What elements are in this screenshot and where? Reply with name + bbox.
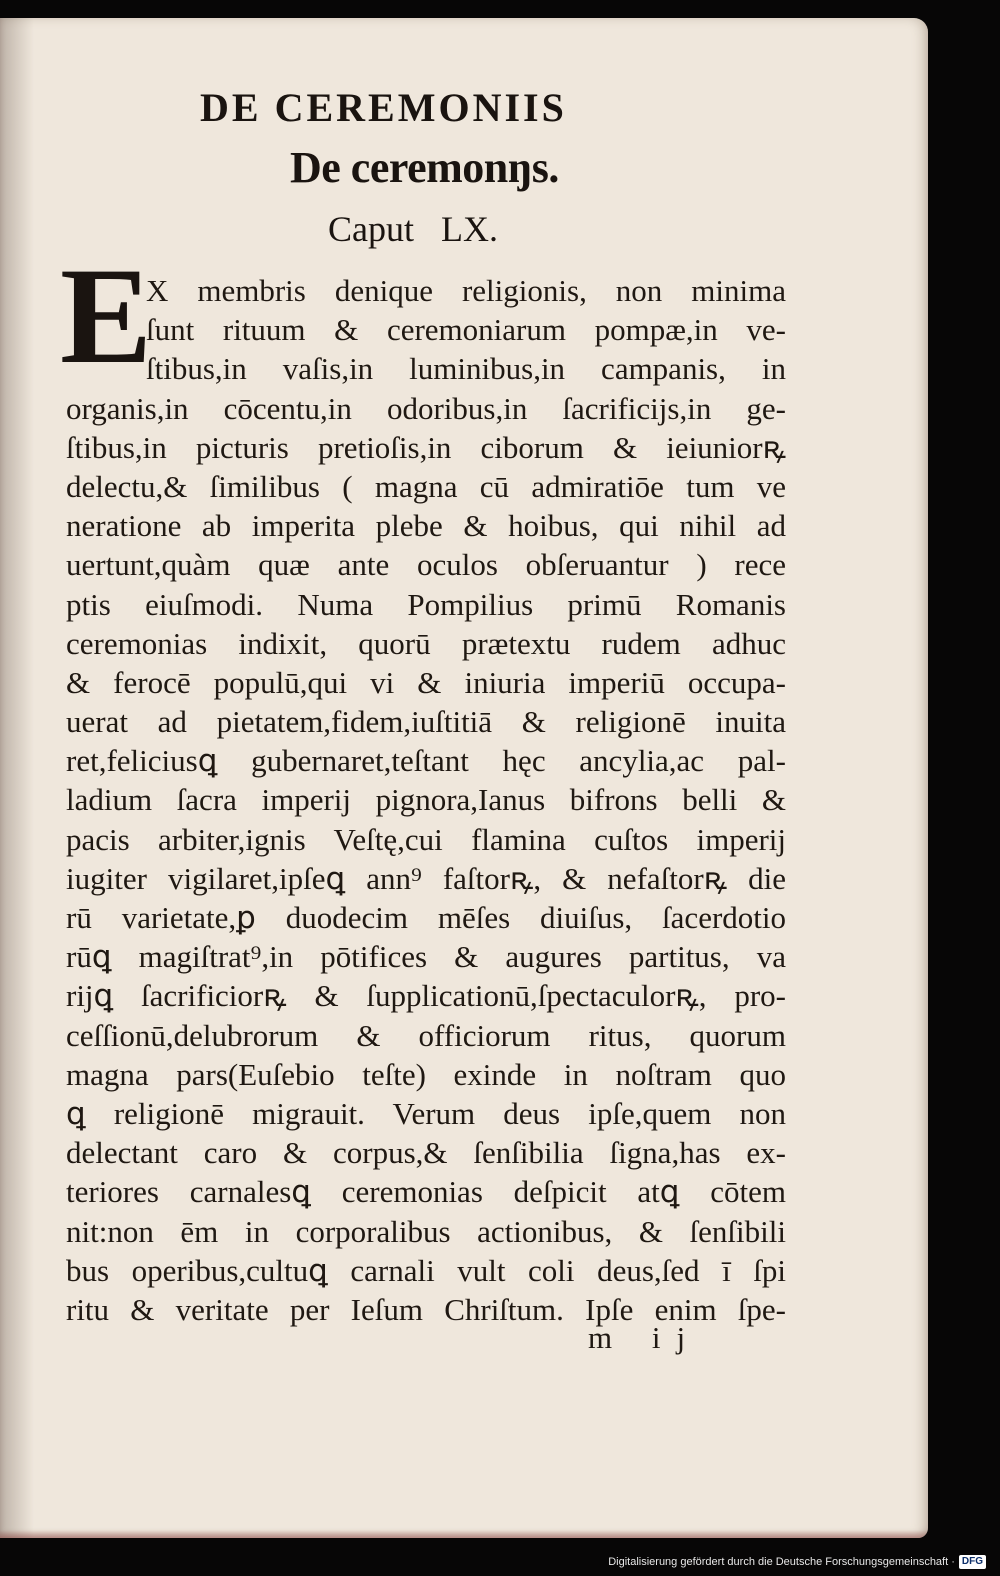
text-line: rūꝗ magiſtrat⁹,in pōtifices & augures partitus, va [66,939,786,975]
text-line: ritu & veritate per Ieſum Chriſtum. Ipſe enim ſpe- [66,1291,786,1327]
text-line: ret,feliciusꝗ gubernaret,teſtant hęc ancylia,ac pal- [66,743,786,779]
text-line: ladium ſacra imperij pignora,Ianus bifrons belli & [66,782,786,818]
text-line: ꝗ religionē migrauit. Verum deus ipſe,quem non [66,1095,786,1131]
drop-cap-initial: E [60,239,153,392]
digitization-credit [608,1554,986,1570]
page-edge [0,1530,928,1538]
chapter-title: De ceremonŋs. [290,143,559,192]
text-line: delectant caro & corpus,& ſenſibilia ſigna,has ex- [66,1135,786,1171]
body-text [66,271,786,1329]
signature-mark: m ij [588,1320,702,1355]
text-line: bus operibus,cultuꝗ carnali vult coli deus,ſed ī ſpi [66,1252,786,1288]
text-line: ptis eiuſmodi. Numa Pompilius primū Romanis [66,586,786,622]
text-line: X membris denique religionis, non minima [146,273,786,308]
text-line: neratione ab imperita plebe & hoibus, qui nihil ad [66,508,786,544]
text-line: ſtibus,in vaſis,in luminibus,in campanis, in [146,351,786,387]
credit-text: Digitalisierung gefördert durch die Deutsche Forschungsgemeinschaft · [608,1556,955,1568]
text-line: nit:non ēm in corporalibus actionibus, & ſenſibili [66,1213,786,1249]
text-line: uertunt,quàm quæ ante oculos obſeruantur ) rece [66,547,786,583]
text-line: iugiter vigilaret,ipſeꝗ ann⁹ faſtorꝶ, & nefaſtorꝶ die [66,860,786,896]
text-line: rijꝗ ſacrificiorꝶ & ſupplicationū,ſpectaculorꝶ, pro- [66,978,786,1014]
text-line: ceſſionū,delubrorum & officiorum ritus, quorum [66,1017,786,1053]
text-line: ſtibus,in picturis pretioſis,in ciborum & ieiuniorꝶ [66,429,786,465]
text-line: ceremonias indixit, quorū prætextu rudem adhuc [66,625,786,661]
text-line: pacis arbiter,ignis Veſtę,cui flamina cuſtos imperij [66,821,786,857]
text-line: magna pars(Euſebio teſte) exinde in noſtram quo [66,1056,786,1092]
text-line: rū varietate,ꝑ duodecim mēſes diuiſus, ſacerdotio [66,900,786,935]
text-line: organis,in cōcentu,in odoribus,in ſacrificijs,in ge- [66,390,786,426]
text-line: ſunt rituum & ceremoniarum pompæ,in ve- [146,312,786,348]
running-head: DE CEREMONIIS [200,85,567,130]
chapter-number: Caput LX. [328,209,498,249]
text-line: & ferocē populū,qui vi & iniuria imperiū occupa- [66,664,786,700]
gutter-shadow [0,18,34,1538]
text-line: uerat ad pietatem,fidem,iuſtitiā & religionē inuita [66,704,786,740]
dfg-logo: DFG [959,1555,986,1569]
text-line: teriores carnalesꝗ ceremonias deſpicit atꝗ cōtem [66,1174,786,1210]
book-page [0,18,928,1538]
text-line: delectu,& ſimilibus ( magna cū admiratiōe tum ve [66,468,786,504]
